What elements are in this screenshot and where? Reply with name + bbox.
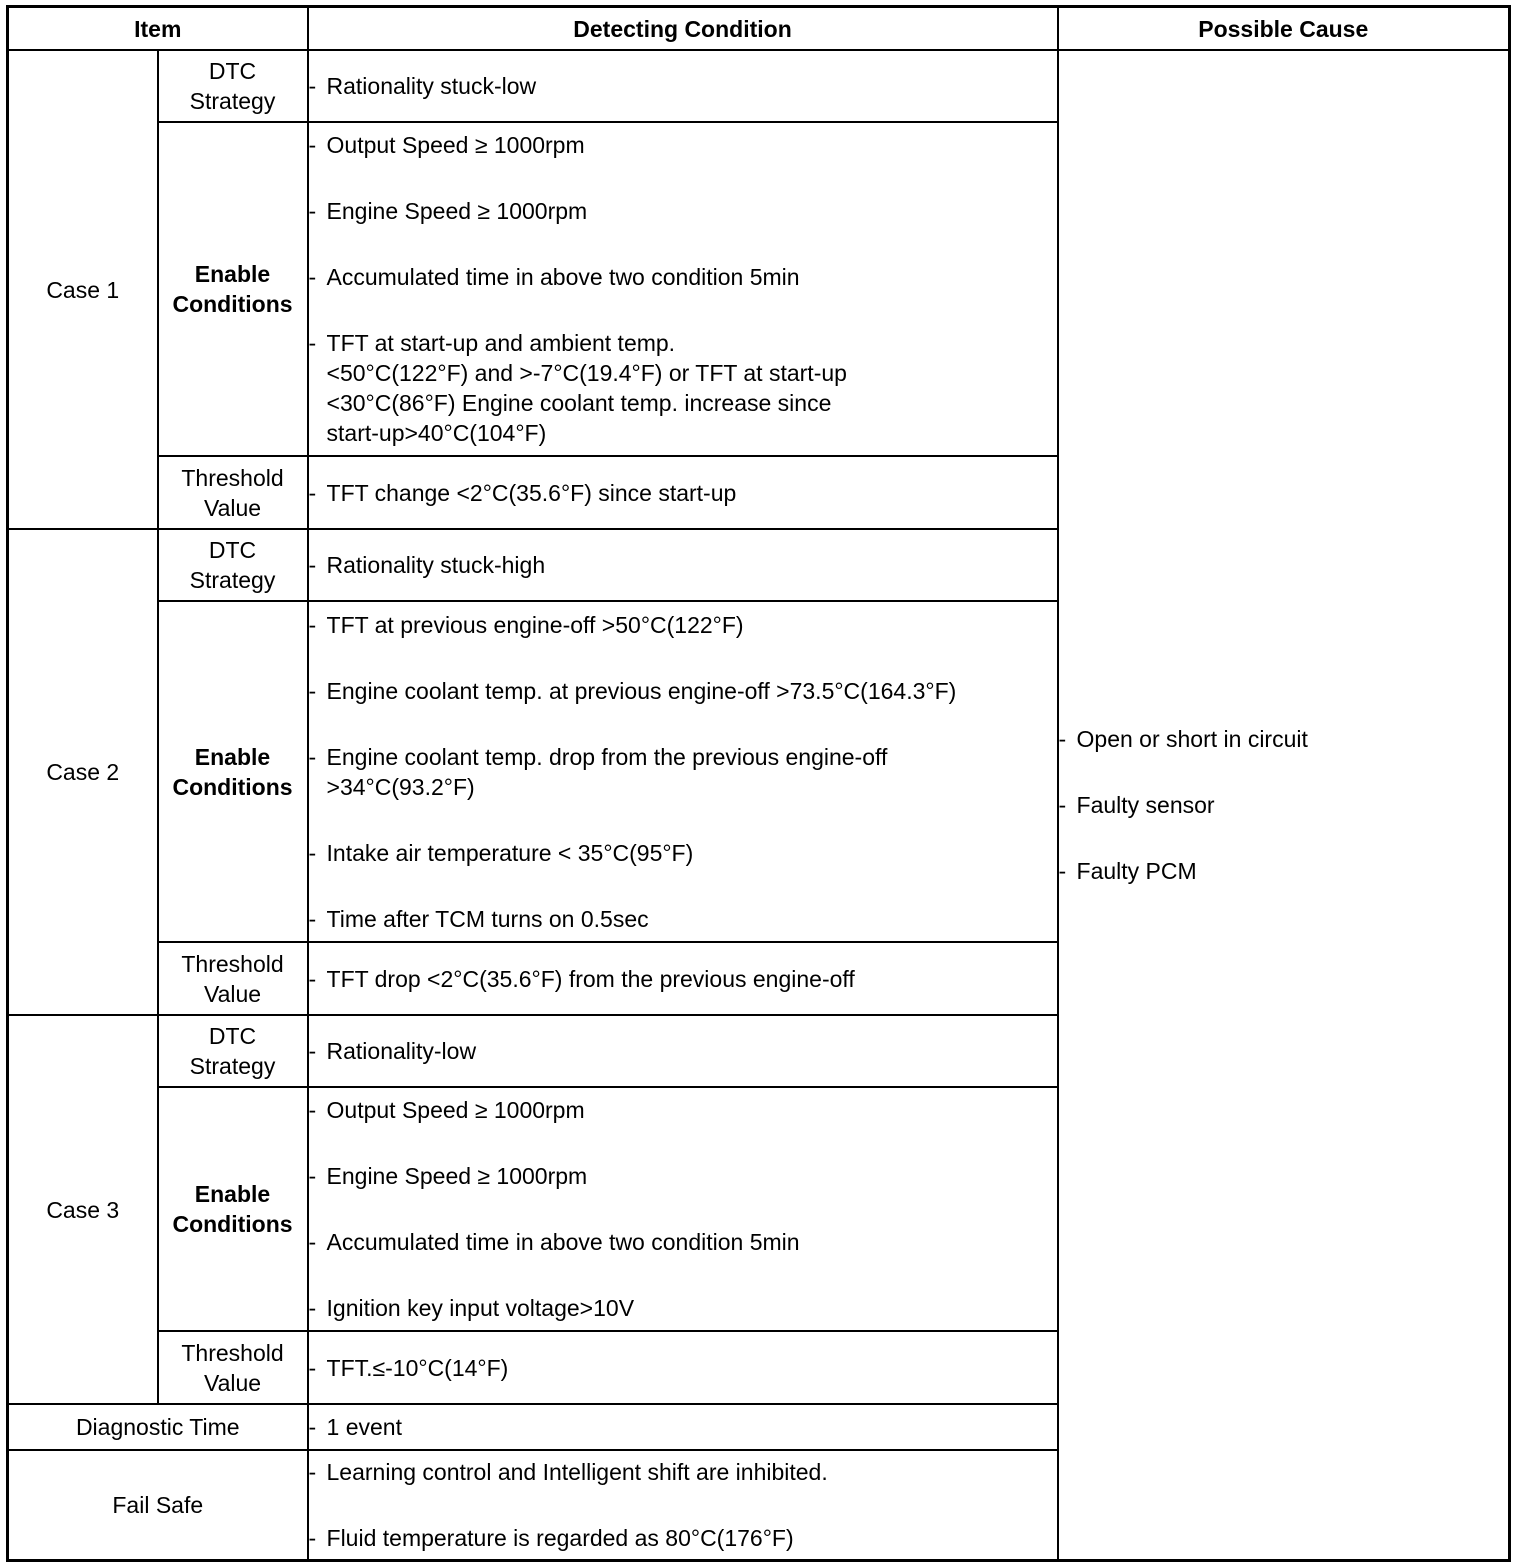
bullet-dash: - (308, 198, 317, 224)
condition-item-text: TFT.≤-10°C(14°F) (326, 1354, 509, 1381)
fail-safe-value (308, 1450, 1058, 1560)
condition-item (309, 1412, 1057, 1442)
condition-item-text: Intake air temperature < 35°C(95°F) (326, 839, 694, 866)
condition-item-text: Learning control and Intelligent shift are inhibited. (326, 1458, 828, 1485)
cause-item (1059, 790, 1509, 820)
bullet-dash: - (308, 1097, 317, 1123)
condition-item (309, 328, 1057, 448)
threshold-label (158, 1331, 308, 1404)
condition-item (309, 676, 1057, 706)
condition-item-text: Engine coolant temp. at previous engine-off >73.5°C(164.3°F) (326, 677, 957, 704)
condition-item-text: Rationality stuck-low (326, 73, 537, 99)
condition-item (309, 742, 1057, 802)
dtc-strategy-label-text: DTC Strategy (189, 58, 276, 114)
item-gap (309, 706, 1057, 742)
condition-item (309, 71, 1057, 101)
threshold-label (158, 942, 308, 1015)
condition-item-text: TFT at previous engine-off >50°C(122°F) (326, 611, 744, 638)
dtc-strategy-label-text: DTC Strategy (189, 1023, 276, 1079)
condition-item-text: Rationality stuck-high (326, 552, 546, 578)
enable-conditions-value (308, 122, 1058, 456)
condition-item (309, 1353, 1057, 1383)
cause-item (1059, 856, 1509, 886)
enable-conditions-label-text: Enable Conditions (172, 261, 293, 317)
condition-item (309, 904, 1057, 934)
threshold-value (308, 942, 1058, 1015)
bullet-dash: - (308, 965, 317, 992)
case-label: Case 3 (8, 1015, 158, 1404)
condition-item (309, 478, 1057, 508)
item-gap (1059, 820, 1509, 856)
condition-item (309, 610, 1057, 640)
condition-item-text: TFT change <2°C(35.6°F) since start-up (326, 479, 737, 506)
condition-item (309, 1161, 1057, 1191)
enable-conditions-label (158, 122, 308, 456)
bullet-dash: - (1058, 725, 1067, 752)
condition-item-text: Engine Speed ≥ 1000rpm (326, 1163, 588, 1189)
fail-safe-label: Fail Safe (8, 1450, 308, 1560)
dtc-strategy-label-text: DTC Strategy (189, 537, 276, 593)
dtc-spec-table (6, 5, 1511, 1562)
bullet-dash: - (308, 330, 317, 356)
bullet-dash: - (308, 1458, 317, 1485)
bullet-dash: - (308, 1038, 317, 1064)
bullet-dash: - (308, 611, 317, 638)
header-detecting-condition: Detecting Condition (308, 7, 1058, 51)
condition-item (309, 1036, 1057, 1066)
enable-conditions-value (308, 1087, 1058, 1331)
dtc-strategy-label (158, 529, 308, 601)
condition-item-text: 1 event (326, 1414, 402, 1440)
enable-conditions-label-text: Enable Conditions (172, 743, 293, 800)
item-gap (1059, 754, 1509, 790)
condition-item-text: Time after TCM turns on 0.5sec (326, 905, 649, 932)
item-gap (309, 640, 1057, 676)
condition-item (309, 196, 1057, 226)
threshold-value (308, 1331, 1058, 1404)
cause-item (1059, 724, 1509, 754)
enable-conditions-label (158, 601, 308, 942)
diagnostic-time-label: Diagnostic Time (8, 1404, 308, 1450)
condition-item-text: Engine coolant temp. drop from the previous engine-off >34°C(93.2°F) (326, 743, 888, 800)
header-item: Item (8, 7, 308, 51)
condition-item-text: Accumulated time in above two condition 5min (326, 264, 800, 290)
item-gap (309, 802, 1057, 838)
condition-item (309, 1293, 1057, 1323)
bullet-dash: - (308, 677, 317, 704)
cause-item-text: Faulty PCM (1076, 857, 1197, 884)
bullet-dash: - (308, 479, 317, 506)
condition-item-text: Ignition key input voltage>10V (326, 1295, 635, 1321)
condition-item (309, 1095, 1057, 1125)
bullet-dash: - (308, 1354, 317, 1381)
item-gap (309, 1257, 1057, 1293)
condition-item-text: Output Speed ≥ 1000rpm (326, 1097, 585, 1123)
condition-item-text: TFT at start-up and ambient temp. <50°C(122°F) and >-7°C(19.4°F) or TFT at start-up <30°C(86°F) Engine coolant temp. increase since start-up>40°C(104°F) (326, 330, 847, 446)
case-label: Case 2 (8, 529, 158, 1015)
dtc-strategy-value (308, 529, 1058, 601)
item-gap (309, 1125, 1057, 1161)
enable-conditions-label (158, 1087, 308, 1331)
condition-item (309, 964, 1057, 994)
item-gap (309, 868, 1057, 904)
bullet-dash: - (308, 1295, 317, 1321)
bullet-dash: - (308, 1229, 317, 1255)
bullet-dash: - (308, 905, 317, 932)
table-header-row (8, 7, 1510, 51)
condition-item (309, 1227, 1057, 1257)
bullet-dash: - (308, 73, 317, 99)
case-label: Case 1 (8, 50, 158, 529)
header-possible-cause: Possible Cause (1058, 7, 1510, 51)
condition-item-text: Output Speed ≥ 1000rpm (326, 132, 585, 158)
condition-item-text: Accumulated time in above two condition 5min (326, 1229, 800, 1255)
bullet-dash: - (308, 743, 317, 770)
threshold-label-text: Threshold Value (181, 950, 284, 1007)
bullet-dash: - (1058, 791, 1067, 818)
item-gap (309, 226, 1057, 262)
item-gap (309, 160, 1057, 196)
item-gap (309, 1487, 1057, 1523)
threshold-label (158, 456, 308, 529)
condition-item (309, 838, 1057, 868)
condition-item-text: Rationality-low (326, 1038, 477, 1064)
bullet-dash: - (308, 1163, 317, 1189)
condition-item (309, 130, 1057, 160)
bullet-dash: - (308, 552, 317, 578)
condition-item (309, 1457, 1057, 1487)
possible-cause-cell (1058, 50, 1510, 1560)
condition-item (309, 262, 1057, 292)
item-gap (309, 1191, 1057, 1227)
cause-item-text: Open or short in circuit (1076, 725, 1308, 752)
dtc-strategy-label (158, 1015, 308, 1087)
condition-item (309, 550, 1057, 580)
condition-item-text: Fluid temperature is regarded as 80°C(176°F) (326, 1524, 794, 1551)
condition-item-text: Engine Speed ≥ 1000rpm (326, 198, 588, 224)
condition-item-text: TFT drop <2°C(35.6°F) from the previous engine-off (326, 965, 855, 992)
threshold-label-text: Threshold Value (181, 464, 284, 521)
item-gap (309, 292, 1057, 328)
cause-item-text: Faulty sensor (1076, 791, 1215, 818)
bullet-dash: - (308, 132, 317, 158)
condition-item (309, 1523, 1057, 1553)
bullet-dash: - (1058, 857, 1067, 884)
case-row-dtc-strategy (8, 50, 1510, 122)
bullet-dash: - (308, 839, 317, 866)
dtc-strategy-value (308, 50, 1058, 122)
diagnostic-time-value (308, 1404, 1058, 1450)
dtc-strategy-value (308, 1015, 1058, 1087)
threshold-value (308, 456, 1058, 529)
threshold-label-text: Threshold Value (181, 1339, 284, 1396)
enable-conditions-value (308, 601, 1058, 942)
dtc-strategy-label (158, 50, 308, 122)
bullet-dash: - (308, 1524, 317, 1551)
bullet-dash: - (308, 1414, 317, 1440)
enable-conditions-label-text: Enable Conditions (172, 1181, 293, 1237)
bullet-dash: - (308, 264, 317, 290)
